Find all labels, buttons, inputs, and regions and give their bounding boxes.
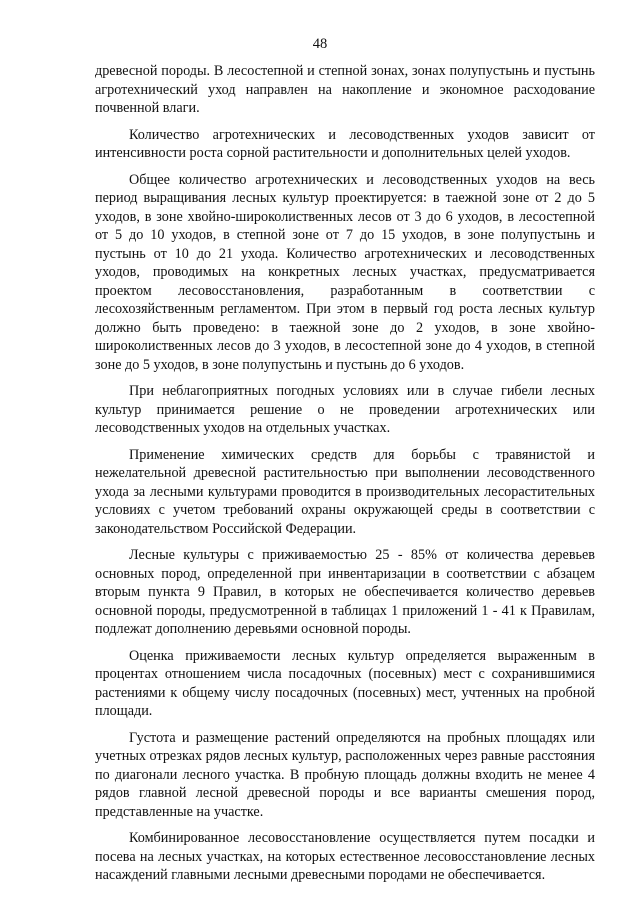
paragraph: При неблагоприятных погодных условиях или в случае гибели лесных культур принимается решение о не проведении агротехнических или лесоводственных уходов на отдельных участках. [95,383,595,436]
body-text [95,62,595,885]
paragraph: древесной породы. В лесостепной и степной зонах, зонах полупустынь и пустынь агротехнический уход направлен на накопление и экономное расходование почвенной влаги. [95,63,595,116]
paragraph: Общее количество агротехнических и лесоводственных уходов на весь период выращивания лесных культур проектируется: в таежной зоне от 2 до 5 уходов, в зоне хвойно-широколиственных лесов от 3 до 6 уходов, в лесостепной от 5 до 10 уходов, в степной зоне от 7 до 15 уходов, в зоне полупустынь и пустынь от 10 до 21 ухода. Количество агротехнических и лесоводственных уходов, проводимых на конкретных лесных участках, предусматривается проектом лесовосстановления, разработанным в соответствии с лесохозяйственным регламентом. При этом в первый год роста лесных культур должно быть проведено: в таежной зоне до 2 уходов, в зоне хвойно-широколиственных лесов до 3 уходов, в лесостепной зоне до 4 уходов, в степной зоне до 5 уходов, в зоне полупустынь и пустынь до 6 уходов. [95,171,595,373]
paragraph: Лесные культуры с приживаемостью 25 - 85% от количества деревьев основных пород, определенной при инвентаризации в соответствии с абзацем вторым пункта 9 Правил, в которых не обеспечивается количество деревьев основной породы, предусмотренной в таблицах 1 приложений 1 - 41 к Правилам, подлежат дополнению деревьями основной породы. [95,547,595,637]
page-number: 48 [312,36,328,52]
paragraph: Оценка приживаемости лесных культур определяется выраженным в процентах отношением числа посадочных (посевных) мест с сохранившимися растениями к общему числу посадочных (посевных) мест, учтенных на пробной площади. [95,647,595,719]
paragraph: Применение химических средств для борьбы с травянистой и нежелательной древесной растительностью при выполнении лесоводственного ухода за лесными культурами проводится в производительных лесорастительных условиях с учетом требований охраны окружающей среды в соответствии с законодательством Российской Федерации. [95,446,595,537]
paragraph: Густота и размещение растений определяются на пробных площадях или учетных отрезках рядов лесных культур, расположенных через равные расстояния по диагонали лесного участка. В пробную площадь должны входить не менее 4 рядов главной лесной древесной породы и все варианты смешения пород, представленные на участке. [95,729,595,820]
paragraph: Комбинированное лесовосстановление осуществляется путем посадки и посева на лесных участках, на которых естественное лесовосстановление лесных насаждений главными лесными древесными породами не обеспечивается. [95,830,595,883]
paragraph: Количество агротехнических и лесоводственных уходов зависит от интенсивности роста сорной растительности и дополнительных целей уходов. [95,126,595,161]
